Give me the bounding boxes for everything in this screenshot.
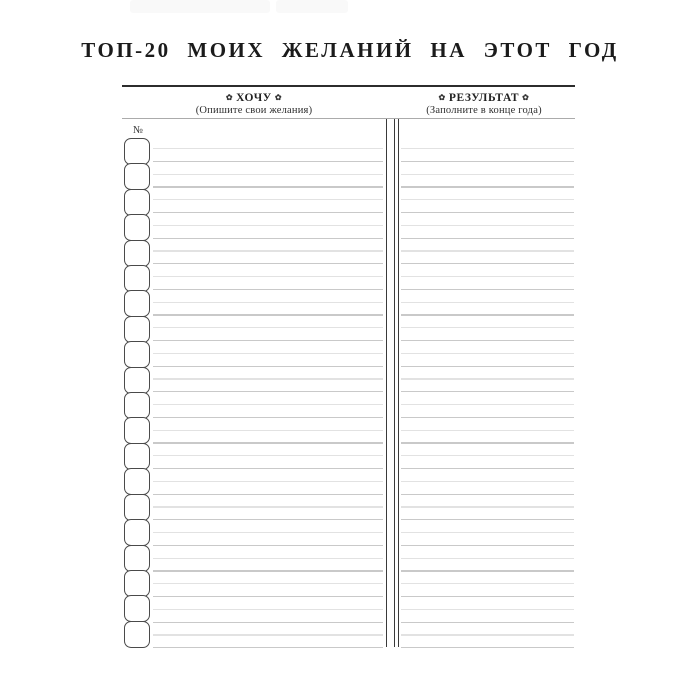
ruled-line — [401, 404, 574, 405]
number-box — [124, 189, 150, 216]
result-column-subtitle: (Заполните в конце года) — [426, 105, 542, 117]
ruled-line — [153, 596, 383, 597]
ruled-line — [401, 148, 574, 149]
wish-column-header — [122, 92, 386, 117]
ruled-line — [401, 596, 574, 597]
ruled-line — [401, 455, 574, 456]
ruled-line — [153, 442, 383, 443]
ruled-line — [401, 353, 574, 354]
ruled-line — [153, 545, 383, 546]
header-divider — [122, 118, 575, 119]
ruled-line — [153, 622, 383, 623]
ruled-line — [401, 430, 574, 431]
result-column-title-row — [393, 92, 575, 105]
ruled-line — [401, 481, 574, 482]
ruled-line — [401, 378, 574, 379]
ruled-line — [153, 161, 383, 162]
title-divider — [122, 85, 575, 87]
number-box — [124, 468, 150, 495]
number-column-header: № — [132, 125, 144, 136]
wish-column-subtitle: (Опишите свои желания) — [195, 105, 313, 117]
ruled-line — [401, 417, 574, 418]
number-box — [124, 595, 150, 622]
ruled-line — [401, 391, 574, 392]
ruled-line — [153, 558, 383, 559]
ruled-line — [401, 366, 574, 367]
ruled-line — [153, 378, 383, 379]
ruled-line — [153, 481, 383, 482]
ruled-line — [153, 174, 383, 175]
ruled-line — [153, 340, 383, 341]
result-column-header — [393, 92, 575, 117]
number-box — [124, 570, 150, 597]
number-box — [124, 240, 150, 267]
ruled-line — [401, 250, 574, 251]
ruled-line — [153, 634, 383, 635]
ruled-line — [401, 186, 574, 187]
ruled-line — [153, 250, 383, 251]
ruled-line — [153, 225, 383, 226]
ruled-line — [401, 468, 574, 469]
number-box — [124, 417, 150, 444]
florette-icon: ✿ — [522, 93, 530, 102]
ruled-line — [153, 519, 383, 520]
ruled-line — [153, 532, 383, 533]
number-box — [124, 545, 150, 572]
column-divider-double — [394, 119, 399, 647]
watermark-smudge — [130, 0, 270, 13]
ruled-line — [401, 199, 574, 200]
number-box — [124, 214, 150, 241]
number-box — [124, 494, 150, 521]
number-box — [124, 163, 150, 190]
number-box — [124, 341, 150, 368]
ruled-line — [401, 647, 574, 648]
ruled-line — [401, 225, 574, 226]
ruled-line — [153, 647, 383, 648]
result-column-title: РЕЗУЛЬТАТ — [448, 92, 520, 104]
ruled-line — [153, 494, 383, 495]
number-box — [124, 138, 150, 165]
ruled-line — [401, 276, 574, 277]
ruled-line — [401, 532, 574, 533]
ruled-line — [153, 366, 383, 367]
number-box — [124, 290, 150, 317]
ruled-line — [401, 583, 574, 584]
ruled-line — [153, 391, 383, 392]
ruled-line — [401, 442, 574, 443]
ruled-line — [401, 174, 574, 175]
ruled-line — [153, 583, 383, 584]
ruled-line — [153, 404, 383, 405]
number-box — [124, 367, 150, 394]
ruled-line — [153, 417, 383, 418]
ruled-line — [153, 238, 383, 239]
ruled-line — [401, 570, 574, 571]
ruled-line — [153, 353, 383, 354]
ruled-line — [401, 327, 574, 328]
column-divider-single — [386, 119, 387, 647]
page-title: ТОП-20 МОИХ ЖЕЛАНИЙ НА ЭТОТ ГОД — [81, 38, 619, 62]
ruled-line — [153, 430, 383, 431]
number-box — [124, 316, 150, 343]
ruled-line — [401, 558, 574, 559]
ruled-line — [153, 570, 383, 571]
ruled-line — [153, 609, 383, 610]
ruled-line — [153, 506, 383, 507]
ruled-line — [401, 622, 574, 623]
ruled-line — [153, 199, 383, 200]
ruled-line — [153, 276, 383, 277]
watermark-smudge — [276, 0, 348, 13]
wish-column-title-row — [122, 92, 386, 105]
ruled-line — [401, 289, 574, 290]
ruled-line — [401, 238, 574, 239]
ruled-line — [401, 314, 574, 315]
ruled-line — [153, 314, 383, 315]
ruled-line — [401, 263, 574, 264]
number-box — [124, 265, 150, 292]
ruled-line — [401, 506, 574, 507]
ruled-line — [401, 545, 574, 546]
florette-icon: ✿ — [274, 93, 283, 102]
florette-icon: ✿ — [438, 93, 446, 102]
ruled-line — [401, 212, 574, 213]
ruled-line — [401, 609, 574, 610]
ruled-line — [153, 263, 383, 264]
wish-column-title: ХОЧУ — [236, 92, 272, 104]
ruled-line — [153, 186, 383, 187]
ruled-line — [401, 519, 574, 520]
ruled-line — [401, 494, 574, 495]
number-box — [124, 519, 150, 546]
number-box — [124, 392, 150, 419]
ruled-line — [153, 455, 383, 456]
ruled-line — [153, 327, 383, 328]
ruled-line — [401, 340, 574, 341]
ruled-line — [401, 161, 574, 162]
ruled-line — [401, 302, 574, 303]
ruled-line — [153, 148, 383, 149]
number-box — [124, 621, 150, 648]
ruled-line — [153, 212, 383, 213]
number-box-column — [124, 138, 150, 648]
ruled-line — [153, 302, 383, 303]
ruled-line — [153, 468, 383, 469]
number-box — [124, 443, 150, 470]
ruled-line — [153, 289, 383, 290]
florette-icon: ✿ — [225, 93, 234, 102]
ruled-line — [401, 634, 574, 635]
